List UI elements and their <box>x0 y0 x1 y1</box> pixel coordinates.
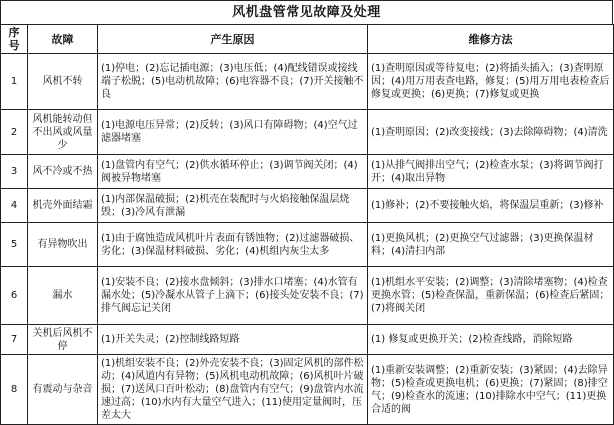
table-row <box>1 189 614 223</box>
table-row <box>1 54 614 110</box>
row-fault: 风不冷或不热 <box>28 155 98 189</box>
row-cause: (1)内部保温破损；(2)机壳在装配时与火焰接触保温层烧毁；(3)冷风有泄漏 <box>98 189 368 223</box>
row-fix: (1)机组水平安装；(2)调整；(3)清除堵塞物；(4)检查更换水管；(5)检查保温，重新保温；(6)检查后紧固；(7)将阀关闭 <box>368 267 614 325</box>
table-row <box>1 155 614 189</box>
row-fix: (1) 修复或更换开关；(2)检查线路，消除短路 <box>368 325 614 355</box>
row-fix: (1)重新安装调整；(2)重新安装；(3)紧固；(4)去除异物；(5)检查或更换电机；(6)更换；(7)紧固；(8)排空气；(9)检查水的流速；(10)排除水中空气；(11)更换合适的阀 <box>368 355 614 425</box>
row-cause: (1)盘管内有空气；(2)供水循环停止；(3)调节阀关闭；(4)阀被异物堵塞 <box>98 155 368 189</box>
row-index: 3 <box>1 155 28 189</box>
row-cause: (1)电源电压异常；(2)反转；(3)风口有障碍物；(4)空气过滤器堵塞 <box>98 110 368 155</box>
table-row <box>1 223 614 267</box>
row-fault: 有异物吹出 <box>28 223 98 267</box>
row-index: 5 <box>1 223 28 267</box>
row-index: 1 <box>1 54 28 110</box>
table-row <box>1 355 614 425</box>
header-index: 序号 <box>1 25 28 54</box>
row-fault: 风机不转 <box>28 54 98 110</box>
row-index: 8 <box>1 355 28 425</box>
document-title: 风机盘管常见故障及处理 <box>0 0 613 24</box>
table-row <box>1 110 614 155</box>
row-cause: (1)安装不良；(2)接水盘倾斜；(3)排水口堵塞；(4)水管有漏水处；(5)冷凝水从管子上滴下；(6)接头处安装不良；(7)排气阀忘记关闭 <box>98 267 368 325</box>
row-index: 2 <box>1 110 28 155</box>
row-fault: 关机后风机不停 <box>28 325 98 355</box>
row-fault: 有震动与杂音 <box>28 355 98 425</box>
row-fix: (1)查明原因；(2)改变接线；(3)去除障碍物；(4)清洗 <box>368 110 614 155</box>
row-fault: 风机能转动但不出风或风量少 <box>28 110 98 155</box>
table-header-row <box>1 25 614 54</box>
row-fault: 机壳外面结霜 <box>28 189 98 223</box>
row-index: 6 <box>1 267 28 325</box>
row-fix: (1)更换风机；(2)更换空气过滤器；(3)更换保温材料；(4)清扫内部 <box>368 223 614 267</box>
row-cause: (1)开关失灵；(2)控制线路短路 <box>98 325 368 355</box>
row-index: 7 <box>1 325 28 355</box>
header-cause: 产生原因 <box>98 25 368 54</box>
header-fault: 故障 <box>28 25 98 54</box>
row-fault: 漏水 <box>28 267 98 325</box>
row-index: 4 <box>1 189 28 223</box>
fault-table <box>0 24 614 425</box>
row-fix: (1)从排气阀排出空气；(2)检查水泵；(3)将调节阀打开；(4)取出异物 <box>368 155 614 189</box>
row-fix: (1)修补；(2)不要接触火焰，将保温层重新；(3)修补 <box>368 189 614 223</box>
row-cause: (1)机组安装不良；(2)外壳安装不良；(3)固定风机的部件松动；(4)风道内有异物；(5)风机电动机故障；(6)风机叶片破损；(7)送风口百叶松动；(8)盘管内有空气；(9)盘管内水流速过高；(10)水内有大量空气进入；(11)使用定量阀时，压差太大 <box>98 355 368 425</box>
table-row <box>1 267 614 325</box>
row-cause: (1)停电；(2)忘记插电源；(3)电压低；(4)配线错误或接线端子松脱；(5)电动机故障；(6)电容器不良；(7)开关接触不良 <box>98 54 368 110</box>
row-cause: (1)由于腐蚀造成风机叶片表面有锈蚀物；(2)过滤器破损、劣化；(3)保温材料破损、劣化；(4)机组内灰尘太多 <box>98 223 368 267</box>
table-row <box>1 325 614 355</box>
row-fix: (1)查明原因或等待复电；(2)将插头插入；(3)查明原因；(4)用万用表查电路，修复；(5)用万用电表检查后修复或更换；(6)更换；(7)修复或更换 <box>368 54 614 110</box>
header-fix: 维修方法 <box>368 25 614 54</box>
